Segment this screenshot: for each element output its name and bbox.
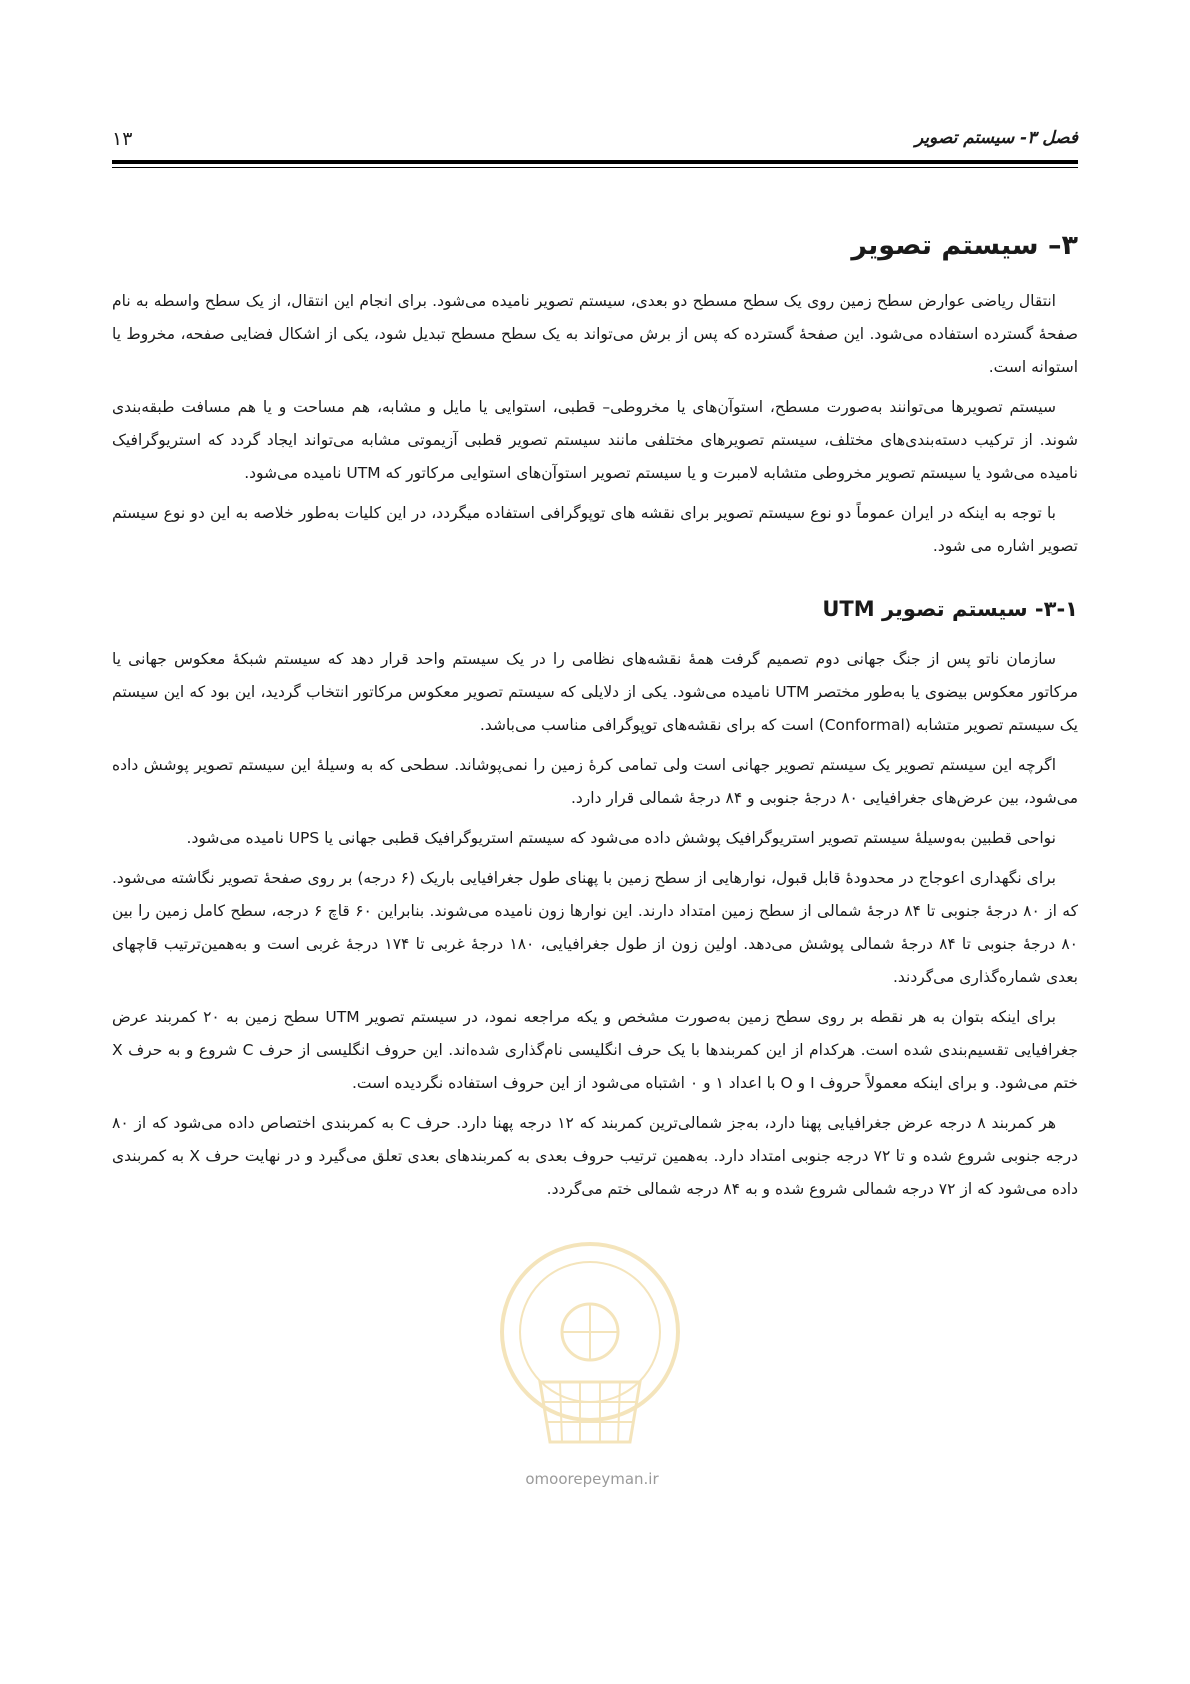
subsection-paragraph: هر کمربند ۸ درجه عرض جغرافیایی پهنا دارد، به‌جز شمالی‌ترین کمربند که ۱۲ درجه پهنا دارد. حرف C به کمربندی اختصاص داده می‌شود که از ۸۰ درجه جنوبی شروع شده و تا ۷۲ درجه جنوبی امتداد دارد. به‌همین ترتیب حروف بعدی به کمربندهای بعدی تعلق می‌گیرد و در نهایت حرف X به کمربندی داده می‌شود که از ۷۲ درجه شمالی شروع شده و به ۸۴ درجه شمالی ختم می‌گردد. [112,1114,1078,1198]
subsection-paragraph: برای اینکه بتوان به هر نقطه بر روی سطح زمین به‌صورت مشخص و یکه مراجعه نمود، در سیستم تصویر UTM سطح زمین به ۲۰ کمربند عرض جغرافیایی تقسیم‌بندی شده است. هرکدام از این کمربندها با یک حرف انگلیسی نام‌گذاری شده‌اند. این حروف انگلیسی از حرف C شروع و به حرف X ختم می‌شود. و برای اینکه معمولاً حروف I و O با اعداد ۱ و ۰ اشتباه می‌شود از این حروف استفاده نگردیده است. [112,1008,1078,1092]
page-header [112,128,1078,156]
page-content [112,230,1078,1213]
watermark-logo-icon [470,1232,710,1462]
section-paragraph: سیستم تصویرها می‌توانند به‌صورت مسطح، استوآن‌های یا مخروطی– قطبی، استوایی یا مایل و مشابه، هم مساحت و یا هم مسافت طبقه‌بندی شوند. از ترکیب دسته‌بندی‌های مختلف، سیستم تصویرهای مختلفی مانند سیستم تصویر قطبی آزیموتی مشابه می‌تواند ایجاد گردد که استریوگرافیک نامیده می‌شود یا سیستم تصویر مخروطی متشابه لامبرت و یا سیستم تصویر استوآن‌های استوایی مرکاتور که UTM نامیده می‌شود. [112,398,1078,482]
section-title: ۳– سیستم تصویر [851,230,1078,261]
section-paragraph: با توجه به اینکه در ایران عموماً دو نوع سیستم تصویر برای نقشه های توپوگرافی استفاده میگردد، در این کلیات به‌طور خلاصه به این دو نوع سیستم تصویر اشاره می شود. [112,504,1078,555]
section-paragraph: انتقال ریاضی عوارض سطح زمین روی یک سطح مسطح دو بعدی، سیستم تصویر نامیده می‌شود. برای انجام این انتقال، از یک سطح واسطه به نام صفحهٔ گسترده استفاده می‌شود. این صفحهٔ گسترده که پس از برش می‌تواند به یک سطح مسطح تبدیل شود، یکی از اشکال فضایی صفحه، مخروط یا استوانه است. [112,292,1078,376]
header-rule-thick [112,160,1078,164]
page-number: ۱۳ [112,128,133,150]
subsection-paragraph: اگرچه این سیستم تصویر یک سیستم تصویر جهانی است ولی تمامی کرهٔ زمین را نمی‌پوشاند. سطحی که به وسیلهٔ این سیستم تصویر پوشش داده می‌شود، بین عرض‌های جغرافیایی ۸۰ درجهٔ جنوبی و ۸۴ درجهٔ شمالی قرار دارد. [112,756,1078,807]
header-rule-thin [112,167,1078,168]
subsection-paragraph: نواحی قطبین به‌وسیلهٔ سیستم تصویر استریوگرافیک پوشش داده می‌شود که سیستم استریوگرافیک قطبی جهانی یا UPS نامیده می‌شود. [186,829,1056,847]
watermark-site: omoorepeyman.ir [525,1470,659,1488]
subsection-paragraph: سازمان ناتو پس از جنگ جهانی دوم تصمیم گرفت همهٔ نقشه‌های نظامی را در یک سیستم واحد قرار دهد که سیستم شبکهٔ معکوس جهانی یا مرکاتور معکوس بیضوی یا به‌طور مختصر UTM نامیده می‌شود. یکی از دلایلی که سیستم تصویر معکوس مرکاتور انتخاب گردید، این بود که این سیستم یک سیستم تصویر متشابه (Conformal) است که برای نقشه‌های توپوگرافی مناسب می‌باشد. [112,650,1078,734]
chapter-title: فصل ۳- سیستم تصویر [914,128,1078,148]
subsection-paragraph: برای نگهداری اعوجاج در محدودهٔ قابل قبول، نوارهایی از سطح زمین با پهنای طول جغرافیایی باریک (۶ درجه) بر روی صفحهٔ تصویر نگاشته می‌شود. که از ۸۰ درجهٔ جنوبی تا ۸۴ درجهٔ شمالی از سطح زمین امتداد دارند. این نوارها زون نامیده می‌شوند. بنابراین ۶۰ قاچ ۶ درجه، سطح کامل زمین را بین ۸۰ درجهٔ جنوبی تا ۸۴ درجهٔ شمالی پوشش می‌دهد. اولین زون از طول جغرافیایی، ۱۸۰ درجهٔ غربی تا ۱۷۴ درجهٔ غربی است و به‌همین‌ترتیب قاچهای بعدی شماره‌گذاری می‌گردند. [112,869,1078,986]
subsection-title: ۳-۱- سیستم تصویر UTM [822,597,1078,621]
